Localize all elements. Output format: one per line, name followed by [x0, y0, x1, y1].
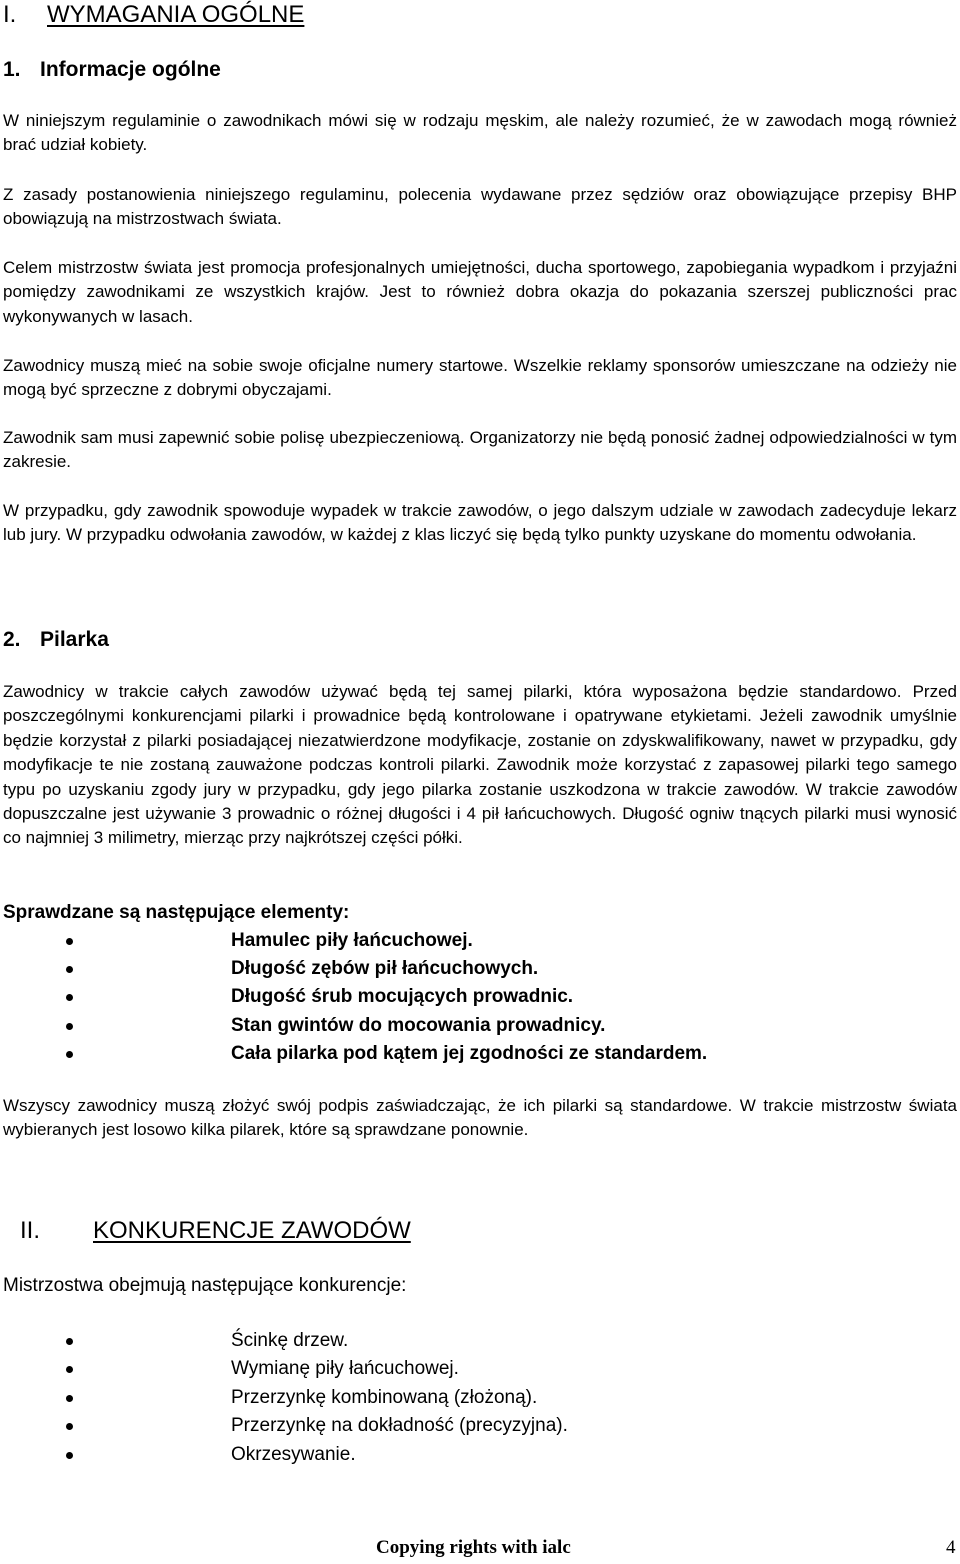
- list-item: Wymianę piły łańcuchowej.: [3, 1355, 957, 1383]
- subsection-1-number: 1.: [3, 58, 21, 81]
- paragraph-signature: Wszyscy zawodnicy muszą złożyć swój podpis zaświadczając, że ich pilarki są standardowe. W trakcie mistrzostw świata wybieranych jest losowo kilka pilarek, które są sprawdzane ponownie.: [3, 1096, 957, 1140]
- list-item: Stan gwintów do mocowania prowadnicy.: [3, 1012, 957, 1040]
- paragraph-championship-goal: Celem mistrzostw świata jest promocja profesjonalnych umiejętności, ducha sportowego, zapobiegania wypadkom i przyjaźni pomiędzy zawodnikami ze wszystkich krajów. Jest to również dobra okazja do pokazania szerszej publiczności prac wykonywanych w lasach.: [3, 258, 957, 326]
- list-item: Długość zębów pił łańcuchowych.: [3, 955, 957, 983]
- paragraph-start-numbers: Zawodnicy muszą mieć na sobie swoje oficjalne numery startowe. Wszelkie reklamy sponsorów umieszczane na odzieży nie mogą być sprzeczne z dobrymi obyczajami.: [3, 356, 957, 400]
- list-item: Cała pilarka pod kątem jej zgodności ze standardem.: [3, 1040, 957, 1068]
- competitions-list: [3, 1327, 957, 1469]
- list-item: Długość śrub mocujących prowadnic.: [3, 983, 957, 1011]
- section-1-title: WYMAGANIA OGÓLNE: [47, 1, 305, 28]
- paragraph-insurance: Zawodnik sam musi zapewnić sobie polisę ubezpieczeniową. Organizatorzy nie będą ponosić żadnej odpowiedzialności w tym zakresie.: [3, 428, 957, 472]
- checked-elements-heading: Sprawdzane są następujące elementy:: [3, 902, 350, 923]
- list-item: Okrzesywanie.: [3, 1441, 957, 1469]
- list-item: Przerzynkę kombinowaną (złożoną).: [3, 1384, 957, 1412]
- paragraph-chainsaw-rules: Zawodnicy w trakcie całych zawodów używać będą tej samej pilarki, która wyposażona będzie standardowo. Przed poszczególnymi konkurencjami pilarki i prowadnice będą kontrolowane i opatrywane etykietami. Jeżeli zawodnik umyślnie będzie korzystał z pilarki posiadającej niezatwierdzone modyfikacje, zostanie on zdyskwalifikowany, nawet w przypadku, gdy modyfikacje te nie zostaną zauważone podczas kontroli pilarki. Zawodnik może korzystać z zapasowej pilarki tego samego typu po uzyskaniu zgody jury w przypadku, gdy jego pilarka zostanie uszkodzona w trakcie zawodów. W trakcie zawodów dopuszczalne jest używanie 3 prowadnic o różnej długości i 4 pił łańcuchowych. Długość ogniw tnących pilarki musi wynosić co najmniej 3 milimetry, mierząc przy najkrótszej części półki.: [3, 682, 957, 848]
- checked-elements-list: [3, 927, 957, 1068]
- section-2-numeral: II.: [20, 1217, 41, 1244]
- paragraph-accident: W przypadku, gdy zawodnik spowoduje wypadek w trakcie zawodów, o jego dalszym udziale w zawodach zadecyduje lekarz lub jury. W przypadku odwołania zawodów, w każdej z klas liczyć się będą tylko punkty uzyskane do momentu odwołania.: [3, 501, 957, 545]
- paragraph-rules-bhp: Z zasady postanowienia niniejszego regulaminu, polecenia wydawane przez sędziów oraz obowiązujące przepisy BHP obowiązują na mistrzostwach świata.: [3, 185, 957, 229]
- paragraph-women-participation: W niniejszym regulaminie o zawodnikach mówi się w rodzaju męskim, ale należy rozumieć, że w zawodach mogą również brać udział kobiety.: [3, 111, 957, 155]
- section-1-numeral: I.: [3, 1, 17, 28]
- subsection-2-number: 2.: [3, 628, 21, 651]
- footer-copyright: Copying rights with ialc: [376, 1537, 571, 1558]
- section-2-title: KONKURENCJE ZAWODÓW: [93, 1217, 411, 1244]
- subsection-1-title: Informacje ogólne: [40, 58, 221, 81]
- page-number: 4: [946, 1537, 956, 1558]
- list-item: Ścinkę drzew.: [3, 1327, 957, 1355]
- list-item: Przerzynkę na dokładność (precyzyjna).: [3, 1412, 957, 1440]
- list-item: Hamulec piły łańcuchowej.: [3, 927, 957, 955]
- subsection-2-title: Pilarka: [40, 628, 109, 651]
- competitions-intro: Mistrzostwa obejmują następujące konkurencje:: [3, 1275, 407, 1296]
